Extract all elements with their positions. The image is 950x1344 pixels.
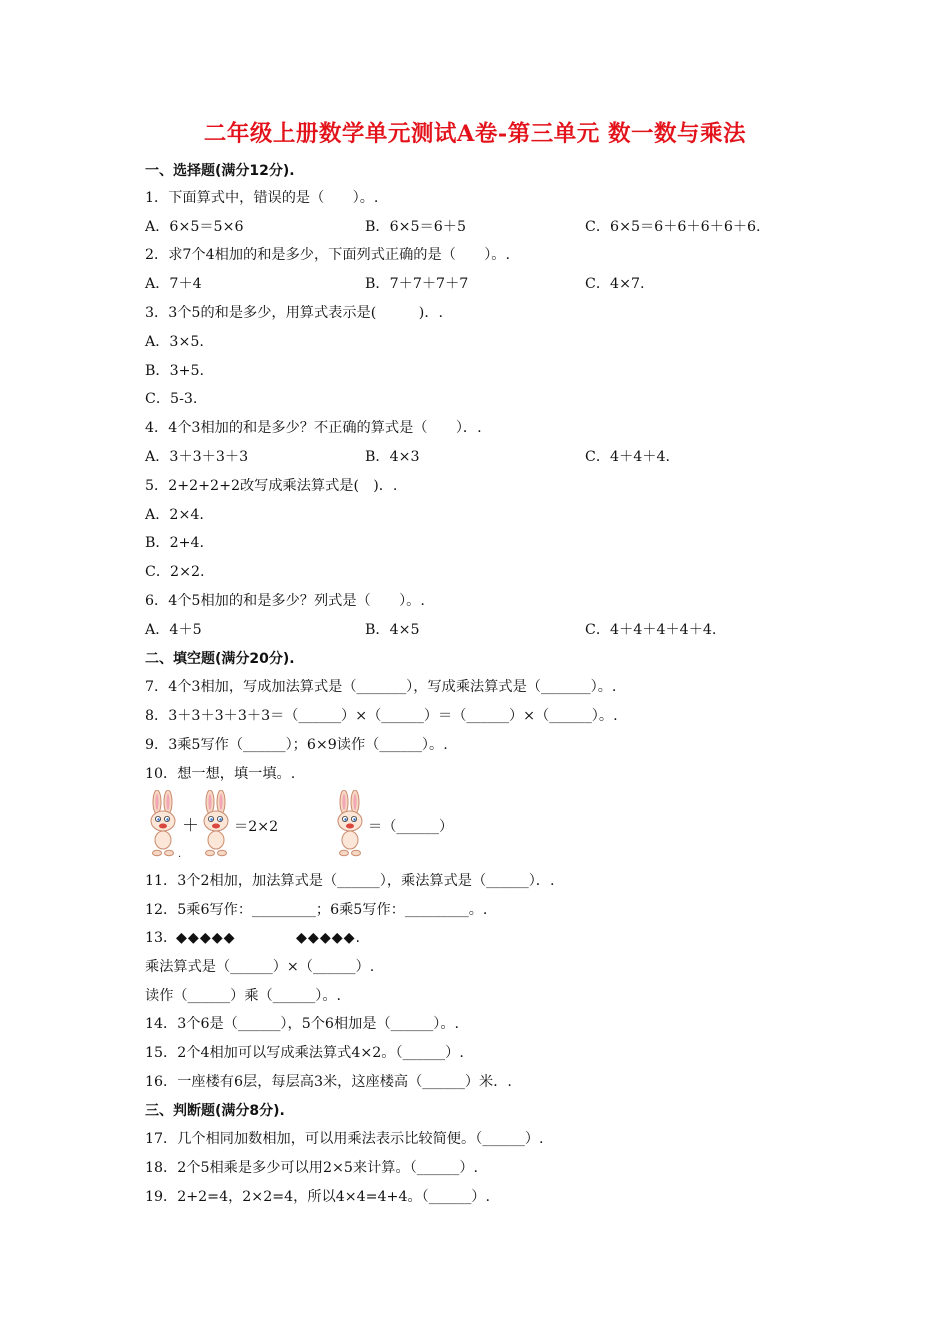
q3-option-b: B．3+5. [145, 363, 205, 379]
question-5: 5．2+2+2+2改写成乘法算式是( )．. [145, 478, 398, 494]
question-12: 12．5乘6写作：_________；6乘5写作：_________。. [145, 902, 488, 918]
question-1: 1．下面算式中，错误的是（ ）。. [145, 190, 379, 206]
q1-option-b: B．6×5＝6＋5 [365, 219, 466, 235]
q2-option-b: B．7＋7＋7＋7 [365, 276, 469, 292]
question-7: 7．4个3相加，写成加法算式是（_______），写成乘法算式是（_______）。. [145, 679, 617, 695]
section-heading-choice: 一、选择题(满分12分). [145, 163, 295, 179]
question-3: 3．3个5的和是多少，用算式表示是( )．. [145, 305, 444, 321]
q6-option-a: A．4＋5 [145, 622, 202, 638]
plus-sign: ＋ [182, 816, 199, 836]
q2-option-a: A．7＋4 [145, 276, 202, 292]
question-18: 18．2个5相乘是多少可以用2×5来计算。（______）. [145, 1160, 479, 1176]
q6-option-c: C．4＋4＋4＋4＋4. [585, 622, 717, 638]
q4-option-c: C．4＋4＋4. [585, 449, 671, 465]
q6-option-b: B．4×5 [365, 622, 420, 638]
question-19: 19．2+2=4，2×2=4，所以4×4=4+4。（______）. [145, 1189, 491, 1205]
q13-read-line: 读作（______）乘（______）。. [145, 988, 342, 1004]
q13-diamond-group-2: ◆◆◆◆◆. [296, 930, 362, 946]
question-4: 4．4个3相加的和是多少？不正确的算式是（ ）．. [145, 420, 482, 436]
q10-expression-1: ＝2×2 [234, 819, 279, 835]
page-title: 二年级上册数学单元测试A卷-第三单元 数一数与乘法 [203, 121, 747, 147]
q4-option-b: B．4×3 [365, 449, 420, 465]
question-10: 10．想一想，填一填。. [145, 766, 296, 782]
q4-option-a: A．3＋3＋3＋3 [145, 449, 249, 465]
question-9: 9．3乘5写作（______）；6×9读作（______）。. [145, 737, 448, 753]
rabbit-icon [198, 790, 234, 858]
question-11: 11．3个2相加，加法算式是（______），乘法算式是（______）．. [145, 873, 555, 889]
section-heading-fill: 二、填空题(满分20分). [145, 651, 295, 667]
q1-option-a: A．6×5＝5×6 [145, 219, 244, 235]
q3-option-a: A．3×5. [145, 334, 204, 350]
question-14: 14．3个6是（______），5个6相加是（______）。. [145, 1016, 460, 1032]
q1-option-c: C．6×5＝6＋6＋6＋6＋6. [585, 219, 761, 235]
q13-diamond-group-1: ◆◆◆◆◆ [176, 930, 236, 946]
rabbit-icon [332, 790, 368, 858]
q3-option-c: C．5-3. [145, 391, 198, 407]
question-13-number: 13． [145, 930, 178, 946]
question-16: 16．一座楼有6层，每层高3米，这座楼高（______）米．. [145, 1074, 512, 1090]
q5-option-a: A．2×4. [145, 507, 204, 523]
question-15: 15．2个4相加可以写成乘法算式4×2。（______）. [145, 1045, 464, 1061]
q2-option-c: C．4×7. [585, 276, 645, 292]
q13-multiplication-line: 乘法算式是（______）×（______）. [145, 959, 375, 975]
q5-option-b: B．2+4. [145, 535, 205, 551]
q10-expression-2: ＝（______） [368, 819, 454, 835]
q5-option-c: C．2×2. [145, 564, 205, 580]
question-17: 17．几个相同加数相加，可以用乘法表示比较简便。（______）. [145, 1131, 544, 1147]
rabbit-icon [145, 790, 181, 858]
question-6: 6．4个5相加的和是多少？列式是（ ）。. [145, 593, 425, 609]
q10-trailing-dot: . [178, 849, 182, 860]
question-2: 2．求7个4相加的和是多少，下面列式正确的是（ ）。. [145, 247, 510, 263]
question-8: 8．3＋3＋3＋3＋3＝（______）×（______）＝（______）×（______）。. [145, 708, 618, 724]
section-heading-judge: 三、判断题(满分8分). [145, 1103, 285, 1119]
